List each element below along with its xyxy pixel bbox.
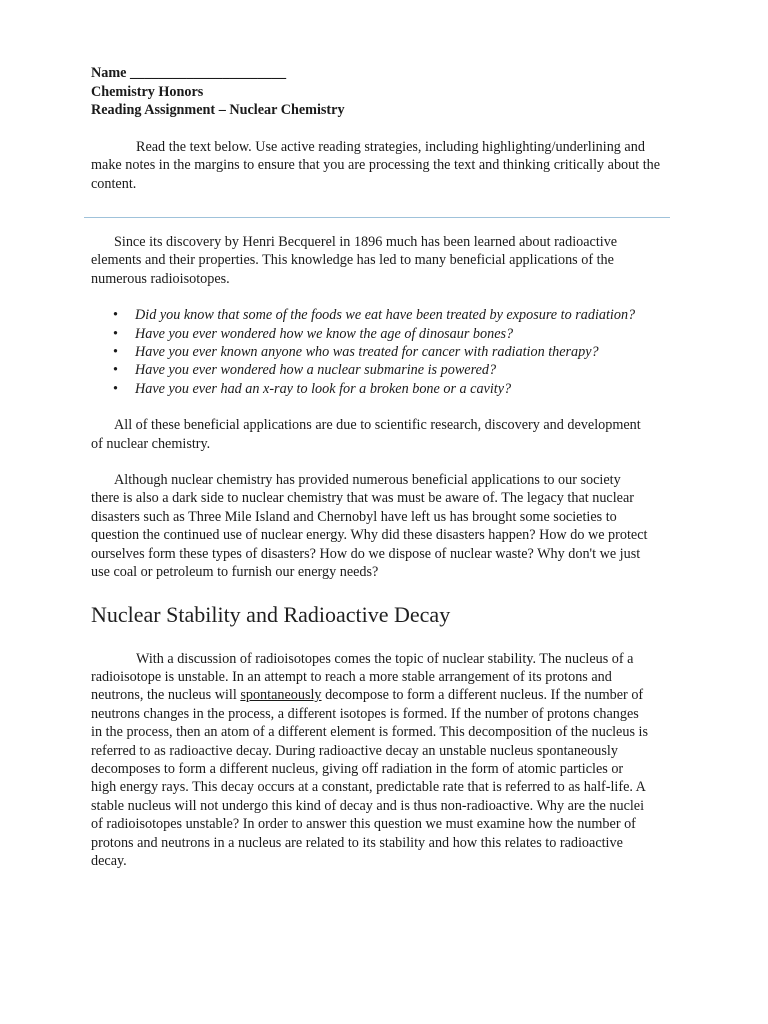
list-item-text: Have you ever wondered how we know the age of dinosaur bones? (135, 325, 514, 342)
assignment-title: Reading Assignment – Nuclear Chemistry (91, 102, 345, 119)
list-item (91, 306, 651, 324)
bullet-icon: • (113, 307, 118, 324)
bullet-icon: • (113, 325, 118, 342)
reading-body (91, 233, 651, 870)
document-header (91, 64, 671, 194)
list-item (91, 361, 651, 379)
dark-side-paragraph: Although nuclear chemistry has provided numerous beneficial applications to our society there is also a dark side to nuclear chemistry that was must be aware of. The legacy that nuclear disasters such as Three Mile Island and Chernobyl have left us has brought some societies to question the continued use of nuclear energy. Why did these disasters happen? How do we protect ourselves form these types of disasters? How do we dispose of nuclear waste? Why don't we just use coal or petroleum to furnish our energy needs? (91, 472, 648, 581)
list-item-text: Have you ever known anyone who was treated for cancer with radiation therapy? (135, 344, 599, 361)
list-item-text: Have you ever wondered how a nuclear submarine is powered? (135, 362, 497, 379)
intro-paragraph: Since its discovery by Henri Becquerel in 1896 much has been learned about radioactive elements and their properties. This knowledge has led to many beneficial applications of the numerous radioisotopes. (91, 234, 618, 287)
name-field-label: Name ______________________ (91, 65, 287, 81)
horizontal-divider (84, 217, 670, 218)
bullet-icon: • (113, 362, 118, 379)
list-item (91, 325, 651, 343)
stability-text-end: decompose to form a different nucleus. If the number of neutrons changes in the process, a different isotopes is formed. If the number of protons changes in the process, then an atom of a different element is formed. This decomposition of the nucleus is referred to as radioactive decay. During radioactive decay an unstable nucleus spontaneously decomposes to form a different nucleus, giving off radiation in the form of atomic particles or high energy rays. This decay occurs at a constant, predictable rate that is referred to as half-life. A stable nucleus will not undergo this kind of decay and is thus non-radioactive. Why are the nuclei of radioisotopes unstable? In order to answer this question we must examine how the number of protons and neutrons in a nucleus are related to its stability and how this relates to radioactive decay. (91, 687, 648, 869)
list-item (91, 343, 651, 361)
stability-text-start: With a discussion of radioisotopes comes the topic of nuclear stability. The nucleus of a radioisotope is unstable. In an attempt to reach a more stable arrangement of its protons and neutrons, the nucleus will (91, 650, 634, 704)
bullet-icon: • (113, 380, 118, 397)
underlined-term: spontaneously (240, 687, 322, 704)
applications-paragraph: All of these beneficial applications are due to scientific research, discovery and development of nuclear chemistry. (91, 417, 641, 452)
section-heading: Nuclear Stability and Radioactive Decay (91, 601, 451, 627)
bullet-icon: • (113, 344, 118, 361)
list-item-text: Did you know that some of the foods we eat have been treated by exposure to radiation? (135, 307, 636, 324)
list-item-text: Have you ever had an x-ray to look for a broken bone or a cavity? (135, 380, 512, 397)
question-list (91, 306, 651, 398)
course-title: Chemistry Honors (91, 83, 204, 100)
list-item (91, 380, 651, 398)
instructions-paragraph: Read the text below. Use active reading strategies, including highlighting/underlining and make notes in the margins to ensure that you are processing the text and thinking critically about the content. (91, 138, 661, 192)
stability-paragraph (91, 650, 651, 871)
